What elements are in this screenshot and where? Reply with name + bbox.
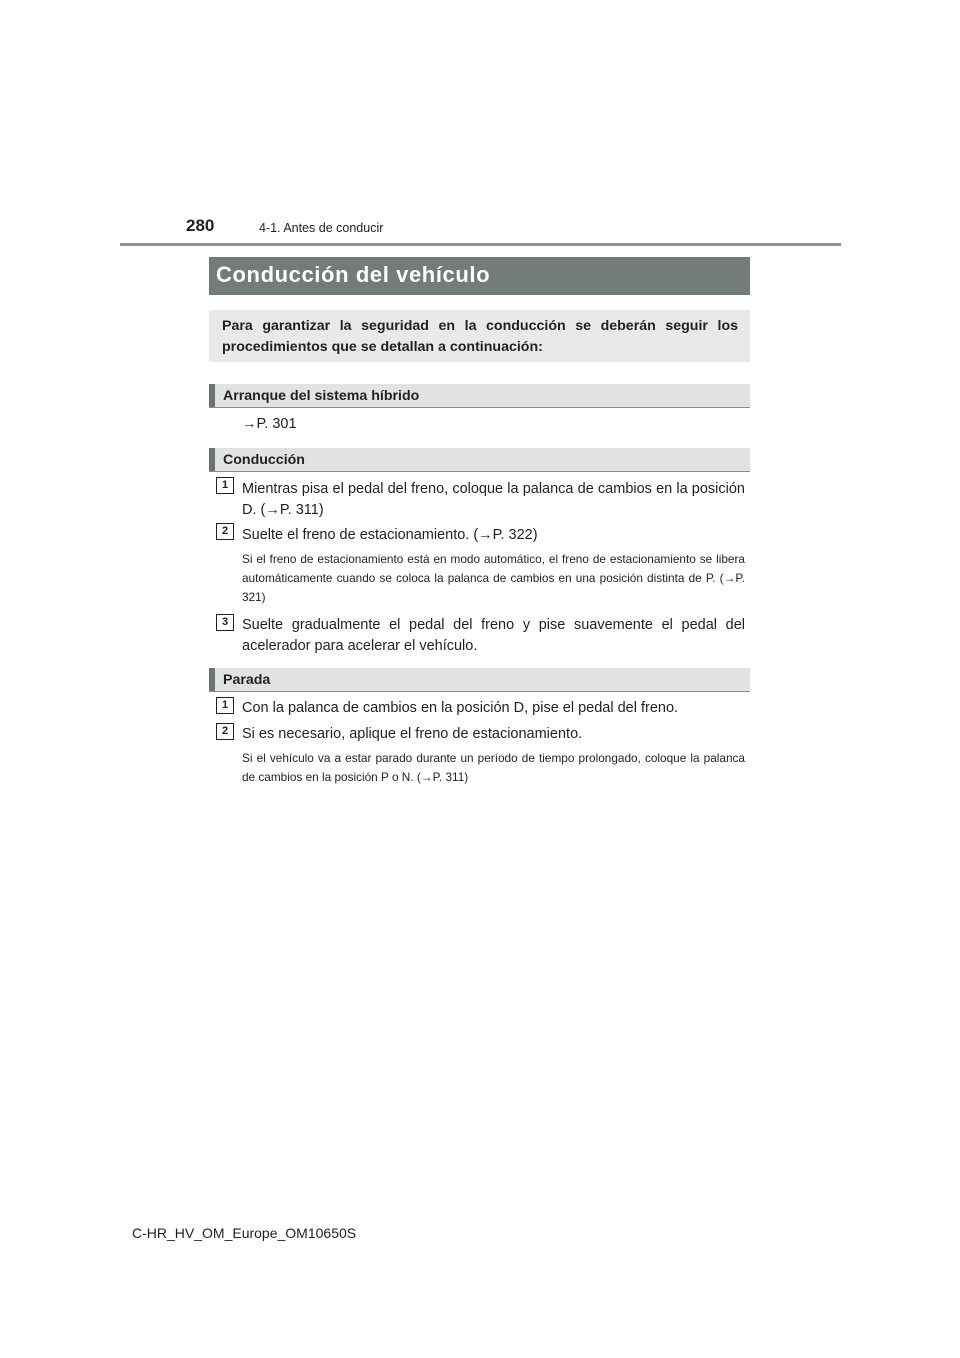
section-title: Parada [223, 672, 271, 688]
page-title: Conducción del vehículo [216, 262, 491, 287]
section-marker [209, 668, 215, 691]
step-number-badge: 2 [216, 523, 234, 540]
section-title: Arranque del sistema híbrido [223, 388, 420, 404]
intro-text: Para garantizar la seguridad en la conducción se deberán seguir los procedimientos que se detallan a continuación: [222, 318, 738, 355]
section-header-conduccion [209, 448, 750, 472]
step-number-badge: 2 [216, 723, 234, 740]
step-note: Si el freno de estacionamiento está en modo automático, el freno de estacionamiento se libera automáticamente cuando se coloca la palanca de cambios en una posición distinta de P. (→P. 321) [242, 552, 745, 604]
step-text: Mientras pisa el pedal del freno, coloque la palanca de cambios en la posición D. (→P. 311) [242, 481, 745, 518]
section-marker [209, 384, 215, 407]
chapter-breadcrumb: 4-1. Antes de conducir [259, 221, 384, 235]
step-number-badge: 1 [216, 477, 234, 494]
section-marker [209, 448, 215, 471]
section-header-parada [209, 668, 750, 692]
section-header-arranque [209, 384, 750, 408]
page-reference-link[interactable]: →P. 301 [242, 416, 297, 432]
section-title: Conducción [223, 452, 305, 468]
document-code: C-HR_HV_OM_Europe_OM10650S [132, 1225, 357, 1241]
step-text: Con la palanca de cambios en la posición D, pise el pedal del freno. [242, 700, 679, 716]
header-divider [120, 243, 841, 246]
step-number-badge: 3 [216, 614, 234, 631]
step-text: Suelte gradualmente el pedal del freno y pise suavemente el pedal del acelerador para acelerar el vehículo. [242, 617, 745, 654]
step-number-badge: 1 [216, 697, 234, 714]
step-text: Si es necesario, aplique el freno de estacionamiento. [242, 726, 583, 742]
step-note: Si el vehículo va a estar parado durante un período de tiempo prolongado, coloque la palanca de cambios en la posición P o N. (→P. 311) [242, 751, 745, 784]
step-text: Suelte el freno de estacionamiento. (→P. 322) [242, 527, 538, 543]
page-number: 280 [186, 216, 215, 235]
